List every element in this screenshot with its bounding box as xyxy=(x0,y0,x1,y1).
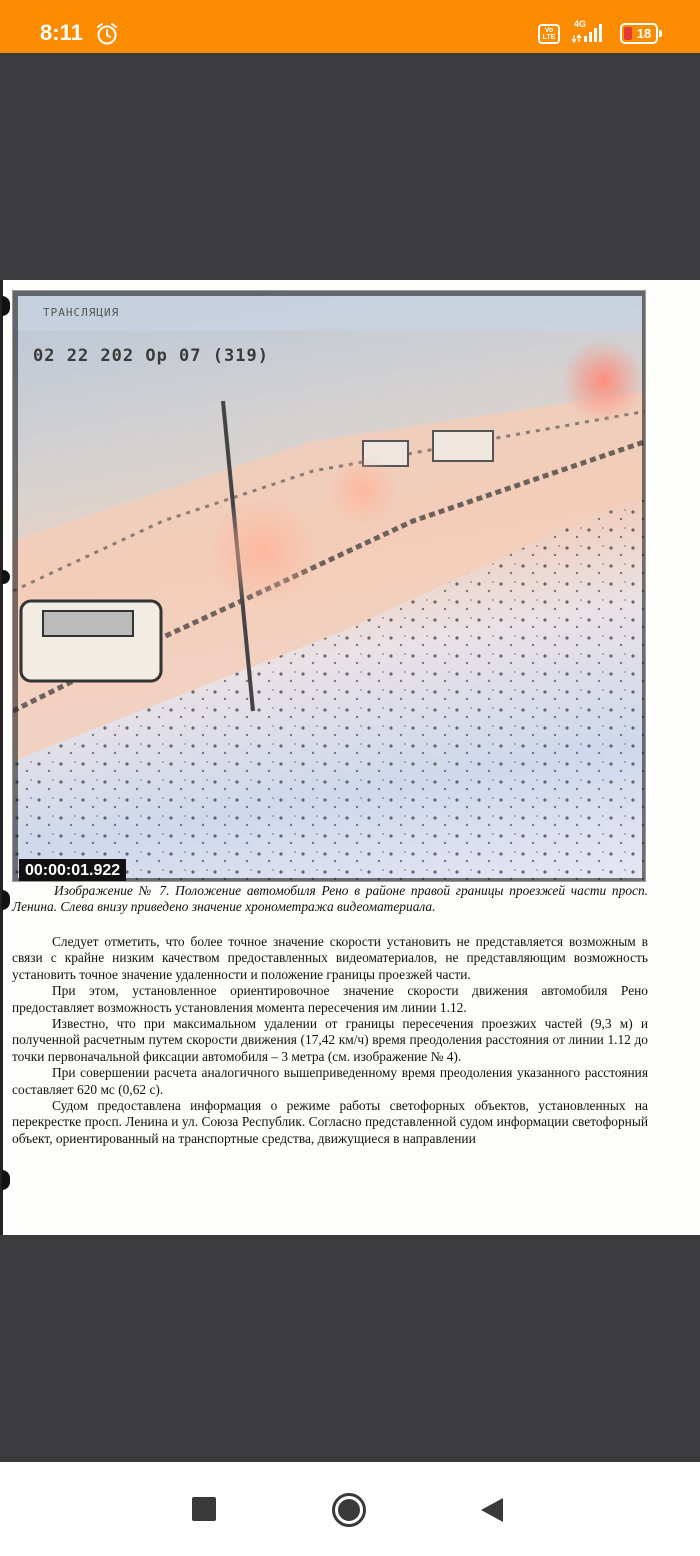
image-caption: Изображение № 7. Положение автомобиля Рено в районе правой границы проезжей части просп. Ленина. Слева внизу приведено значение хронометража видеоматериала. xyxy=(12,883,648,914)
paragraph: При этом, установленное ориентировочное значение скорости движения автомобиля Рено предоставляет возможность установления момента пересечения им линии 1.12. xyxy=(12,983,648,1015)
document-body xyxy=(12,934,648,1147)
alarm-icon xyxy=(95,22,119,46)
binding-mark xyxy=(2,570,10,584)
battery-icon xyxy=(620,23,658,44)
paragraph: Судом предоставлена информация о режиме работы светофорных объектов, установленных на перекрестке просп. Ленина и ул. Союза Республик. Согласно представленной судом информации светофорный объект, ориентированный на транспортные средства, движущиеся в направлении xyxy=(12,1098,648,1146)
binding-mark xyxy=(2,296,10,316)
network-type: 4G xyxy=(574,19,587,29)
page-left-edge xyxy=(0,280,3,1235)
recents-button[interactable] xyxy=(192,1497,216,1521)
status-bar xyxy=(0,0,700,53)
paragraph: Известно, что при максимальном удалении от границы пересечения проезжих частей (9,3 м) и полученной расчетным путем скорости движения (17,42 км/ч) время преодоления расстояния от линии 1.12 до точки первоначальной фиксации автомобиля – 3 метра (см. изображение № 4). xyxy=(12,1016,648,1064)
battery-level: 18 xyxy=(636,26,652,41)
battery-tip xyxy=(659,30,662,37)
document-page[interactable] xyxy=(0,280,700,1235)
traffic-camera-photo xyxy=(12,290,646,882)
binding-mark xyxy=(2,890,10,910)
paragraph: При совершении расчета аналогичного вышеприведенному время преодоления указанного расстояния составляет 620 мс (0,62 с). xyxy=(12,1065,648,1097)
video-timecode: 00:00:01.922 xyxy=(19,859,126,882)
paragraph: Следует отметить, что более точное значение скорости установить не представляется возможным в связи с крайне низким качеством предоставленных видеоматериалов, не представляющим возможность установить точное значение удаленности и положение границы проезжей части. xyxy=(12,934,648,982)
status-time: 8:11 xyxy=(40,20,83,45)
back-button[interactable] xyxy=(479,1496,505,1524)
camera-label: ТРАНСЛЯЦИЯ xyxy=(43,306,120,319)
street-scene-illustration xyxy=(13,291,646,882)
signal-icon xyxy=(570,18,610,44)
volte-icon: Vo LTE xyxy=(538,24,560,44)
home-button[interactable] xyxy=(331,1492,367,1528)
navigation-bar xyxy=(0,1462,700,1556)
battery-fill xyxy=(624,27,632,40)
camera-timestamp: 02 22 202 Op 07 (319) xyxy=(33,346,269,366)
binding-mark xyxy=(2,1170,10,1190)
